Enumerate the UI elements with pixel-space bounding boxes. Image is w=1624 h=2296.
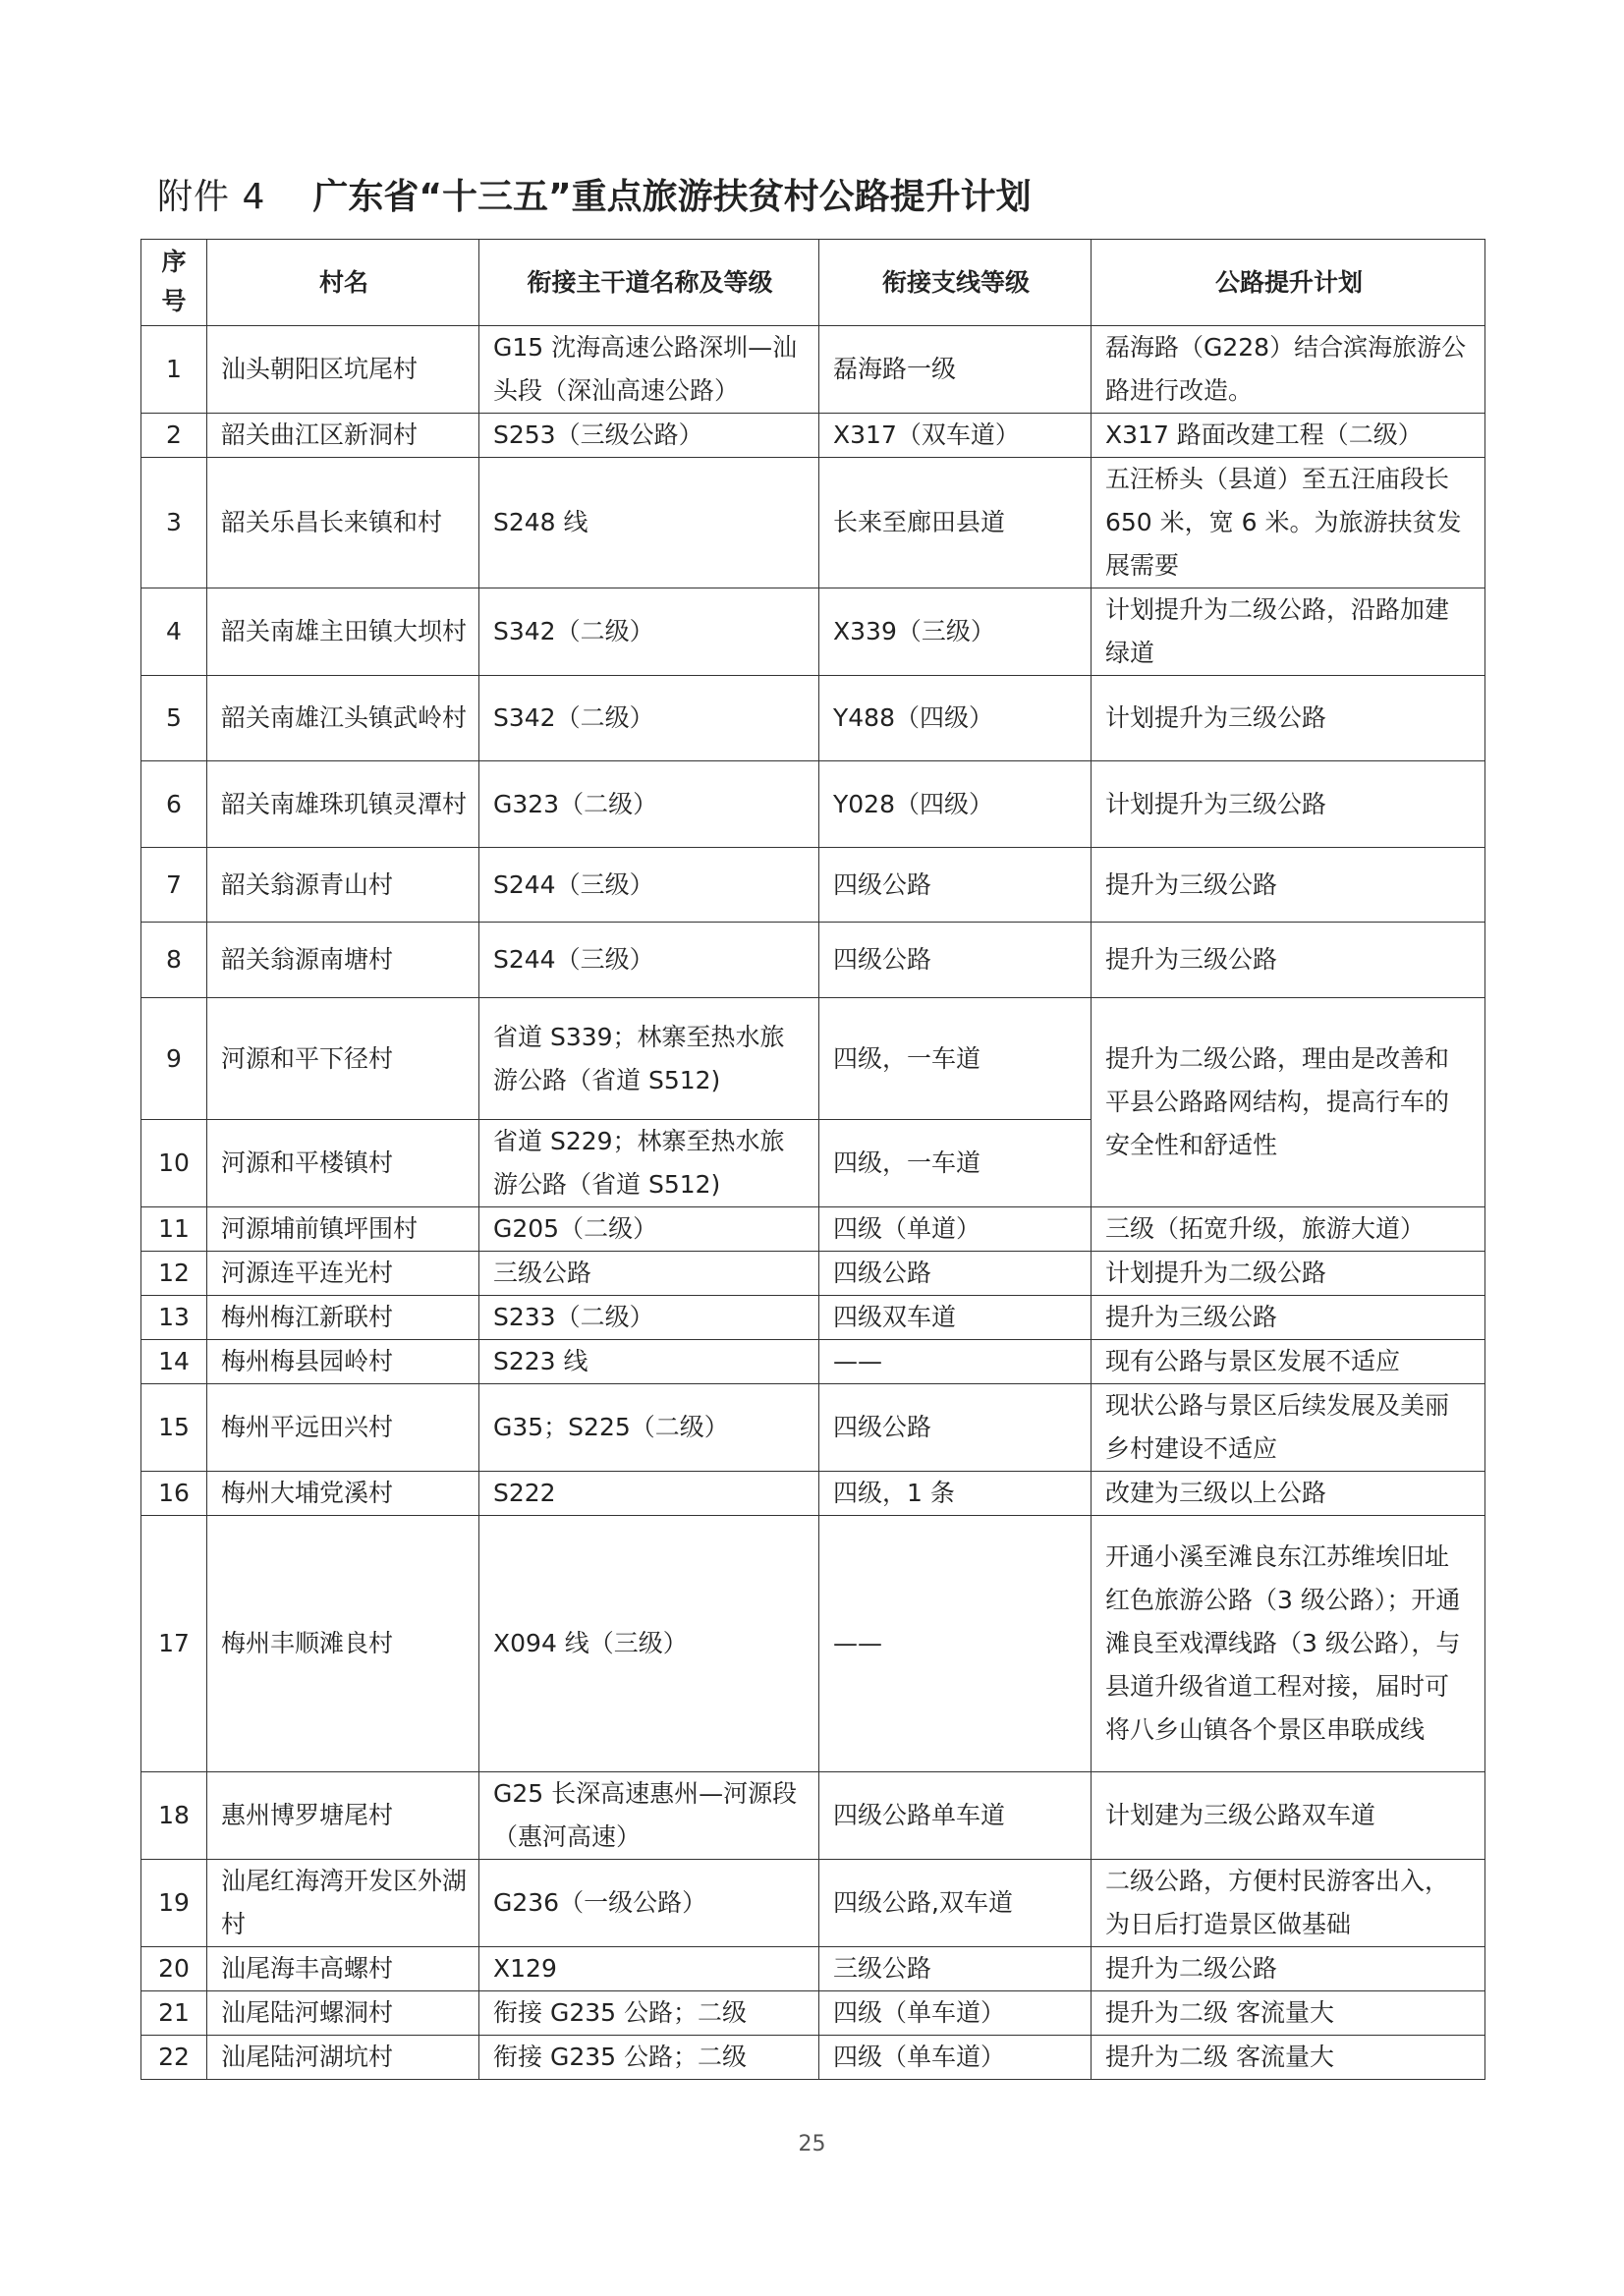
cell-village: 梅州丰顺滩良村 <box>207 1516 479 1772</box>
cell-trunk: G35；S225（二级） <box>479 1384 819 1472</box>
cell-no: 1 <box>141 326 207 414</box>
cell-village: 汕尾红海湾开发区外湖村 <box>207 1860 479 1947</box>
cell-plan: 磊海路（G228）结合滨海旅游公路进行改造。 <box>1092 326 1485 414</box>
cell-plan: 提升为二级公路，理由是改善和平县公路路网结构，提高行车的安全性和舒适性 <box>1092 998 1485 1207</box>
cell-branch: 三级公路 <box>819 1947 1092 1991</box>
cell-trunk: S222 <box>479 1472 819 1516</box>
cell-branch: 四级，一车道 <box>819 1120 1092 1207</box>
header-no-label: 序号 <box>161 247 187 315</box>
cell-no: 15 <box>141 1384 207 1472</box>
cell-branch: —— <box>819 1340 1092 1384</box>
cell-branch: X339（三级） <box>819 588 1092 676</box>
cell-trunk: 省道 S229；林寨至热水旅游公路（省道 S512) <box>479 1120 819 1207</box>
cell-plan: 五汪桥头（县道）至五汪庙段长 650 米，宽 6 米。为旅游扶贫发展需要 <box>1092 458 1485 588</box>
cell-plan: 计划提升为三级公路 <box>1092 676 1485 761</box>
cell-trunk: G25 长深高速惠州—河源段（惠河高速） <box>479 1772 819 1860</box>
cell-village: 韶关翁源南塘村 <box>207 923 479 998</box>
cell-trunk: 三级公路 <box>479 1252 819 1296</box>
table-row <box>141 998 1485 1120</box>
cell-branch: 磊海路一级 <box>819 326 1092 414</box>
cell-village: 河源和平楼镇村 <box>207 1120 479 1207</box>
cell-village: 梅州大埔党溪村 <box>207 1472 479 1516</box>
cell-branch: 四级（单道） <box>819 1207 1092 1252</box>
table-row <box>141 1772 1485 1860</box>
cell-branch: 长来至廊田县道 <box>819 458 1092 588</box>
cell-trunk: S342（二级） <box>479 676 819 761</box>
cell-plan: 开通小溪至滩良东江苏维埃旧址红色旅游公路（3 级公路）；开通滩良至戏潭线路（3 级公路），与县道升级省道工程对接，届时可将八乡山镇各个景区串联成线 <box>1092 1516 1485 1772</box>
cell-plan: 二级公路，方便村民游客出入，为日后打造景区做基础 <box>1092 1860 1485 1947</box>
table-row <box>141 414 1485 458</box>
cell-trunk: S233（二级） <box>479 1296 819 1340</box>
page-number: 25 <box>798 2132 826 2156</box>
cell-trunk: 衔接 G235 公路；二级 <box>479 1991 819 2036</box>
cell-no: 19 <box>141 1860 207 1947</box>
table-row <box>141 1207 1485 1252</box>
cell-no: 12 <box>141 1252 207 1296</box>
cell-trunk: S248 线 <box>479 458 819 588</box>
cell-branch: 四级公路,双车道 <box>819 1860 1092 1947</box>
cell-village: 汕尾陆河湖坑村 <box>207 2036 479 2080</box>
cell-village: 韶关南雄主田镇大坝村 <box>207 588 479 676</box>
cell-no: 17 <box>141 1516 207 1772</box>
cell-trunk: G323（二级） <box>479 761 819 848</box>
cell-trunk: S244（三级） <box>479 848 819 923</box>
cell-no: 2 <box>141 414 207 458</box>
cell-plan: 现有公路与景区发展不适应 <box>1092 1340 1485 1384</box>
cell-trunk: 衔接 G235 公路；二级 <box>479 2036 819 2080</box>
cell-no: 14 <box>141 1340 207 1384</box>
table-row <box>141 676 1485 761</box>
cell-branch: 四级公路 <box>819 848 1092 923</box>
cell-village: 韶关曲江区新洞村 <box>207 414 479 458</box>
cell-trunk: G205（二级） <box>479 1207 819 1252</box>
cell-no: 6 <box>141 761 207 848</box>
cell-plan: 现状公路与景区后续发展及美丽乡村建设不适应 <box>1092 1384 1485 1472</box>
cell-branch: Y028（四级） <box>819 761 1092 848</box>
header-trunk: 衔接主干道名称及等级 <box>479 240 819 326</box>
attachment-label: 附件 4 <box>157 177 266 217</box>
cell-plan: 提升为二级 客流量大 <box>1092 1991 1485 2036</box>
header-village: 村名 <box>207 240 479 326</box>
cell-trunk: S342（二级） <box>479 588 819 676</box>
cell-no: 18 <box>141 1772 207 1860</box>
cell-village: 河源和平下径村 <box>207 998 479 1120</box>
header-no <box>141 240 207 326</box>
cell-no: 16 <box>141 1472 207 1516</box>
cell-village: 河源埔前镇坪围村 <box>207 1207 479 1252</box>
cell-branch: 四级（单车道） <box>819 2036 1092 2080</box>
cell-plan: 计划提升为二级公路，沿路加建绿道 <box>1092 588 1485 676</box>
cell-branch: 四级，1 条 <box>819 1472 1092 1516</box>
cell-village: 梅州平远田兴村 <box>207 1384 479 1472</box>
cell-plan: 计划提升为三级公路 <box>1092 761 1485 848</box>
cell-branch: —— <box>819 1516 1092 1772</box>
cell-no: 5 <box>141 676 207 761</box>
page-title <box>157 173 1032 222</box>
cell-no: 9 <box>141 998 207 1120</box>
cell-branch: 四级，一车道 <box>819 998 1092 1120</box>
cell-village: 韶关南雄珠玑镇灵潭村 <box>207 761 479 848</box>
cell-plan: 计划建为三级公路双车道 <box>1092 1772 1485 1860</box>
cell-branch: 四级双车道 <box>819 1296 1092 1340</box>
cell-trunk: 省道 S339；林寨至热水旅游公路（省道 S512) <box>479 998 819 1120</box>
table-row <box>141 326 1485 414</box>
cell-trunk: S244（三级） <box>479 923 819 998</box>
table-row <box>141 1516 1485 1772</box>
cell-plan: 提升为二级 客流量大 <box>1092 2036 1485 2080</box>
cell-village: 梅州梅江新联村 <box>207 1296 479 1340</box>
table-header-row <box>141 240 1485 326</box>
cell-no: 3 <box>141 458 207 588</box>
table-row <box>141 1252 1485 1296</box>
cell-plan: X317 路面改建工程（二级） <box>1092 414 1485 458</box>
cell-no: 21 <box>141 1991 207 2036</box>
table-row <box>141 1860 1485 1947</box>
table-row <box>141 1384 1485 1472</box>
cell-no: 11 <box>141 1207 207 1252</box>
cell-plan: 提升为三级公路 <box>1092 848 1485 923</box>
cell-branch: Y488（四级） <box>819 676 1092 761</box>
cell-no: 10 <box>141 1120 207 1207</box>
table-row <box>141 1340 1485 1384</box>
cell-branch: 四级公路单车道 <box>819 1772 1092 1860</box>
cell-village: 汕头朝阳区坑尾村 <box>207 326 479 414</box>
cell-plan: 提升为三级公路 <box>1092 923 1485 998</box>
cell-trunk: S223 线 <box>479 1340 819 1384</box>
cell-no: 13 <box>141 1296 207 1340</box>
table-row <box>141 848 1485 923</box>
cell-trunk: G15 沈海高速公路深圳—汕头段（深汕高速公路） <box>479 326 819 414</box>
cell-no: 20 <box>141 1947 207 1991</box>
table-row <box>141 1296 1485 1340</box>
cell-plan: 提升为三级公路 <box>1092 1296 1485 1340</box>
cell-plan: 改建为三级以上公路 <box>1092 1472 1485 1516</box>
cell-branch: 四级（单车道） <box>819 1991 1092 2036</box>
cell-no: 22 <box>141 2036 207 2080</box>
cell-village: 河源连平连光村 <box>207 1252 479 1296</box>
table-row <box>141 1472 1485 1516</box>
cell-branch: 四级公路 <box>819 1252 1092 1296</box>
cell-plan: 计划提升为二级公路 <box>1092 1252 1485 1296</box>
table-row <box>141 2036 1485 2080</box>
cell-plan: 提升为二级公路 <box>1092 1947 1485 1991</box>
table-row <box>141 588 1485 676</box>
cell-village: 汕尾陆河螺洞村 <box>207 1991 479 2036</box>
cell-trunk: S253（三级公路） <box>479 414 819 458</box>
cell-village: 汕尾海丰高螺村 <box>207 1947 479 1991</box>
cell-no: 7 <box>141 848 207 923</box>
cell-trunk: X129 <box>479 1947 819 1991</box>
table-row <box>141 458 1485 588</box>
cell-trunk: G236（一级公路） <box>479 1860 819 1947</box>
cell-branch: X317（双车道） <box>819 414 1092 458</box>
cell-village: 惠州博罗塘尾村 <box>207 1772 479 1860</box>
cell-branch: 四级公路 <box>819 923 1092 998</box>
cell-village: 韶关翁源青山村 <box>207 848 479 923</box>
title-text: 广东省“十三五”重点旅游扶贫村公路提升计划 <box>312 177 1032 217</box>
header-branch: 衔接支线等级 <box>819 240 1092 326</box>
table-row <box>141 923 1485 998</box>
cell-no: 4 <box>141 588 207 676</box>
cell-village: 韶关乐昌长来镇和村 <box>207 458 479 588</box>
table-body <box>141 326 1485 2080</box>
cell-branch: 四级公路 <box>819 1384 1092 1472</box>
table-row <box>141 1947 1485 1991</box>
cell-plan: 三级（拓宽升级，旅游大道） <box>1092 1207 1485 1252</box>
cell-no: 8 <box>141 923 207 998</box>
header-plan: 公路提升计划 <box>1092 240 1485 326</box>
road-plan-table <box>140 239 1485 2080</box>
table-row <box>141 1991 1485 2036</box>
table-row <box>141 761 1485 848</box>
cell-trunk: X094 线（三级） <box>479 1516 819 1772</box>
cell-village: 韶关南雄江头镇武岭村 <box>207 676 479 761</box>
cell-village: 梅州梅县园岭村 <box>207 1340 479 1384</box>
